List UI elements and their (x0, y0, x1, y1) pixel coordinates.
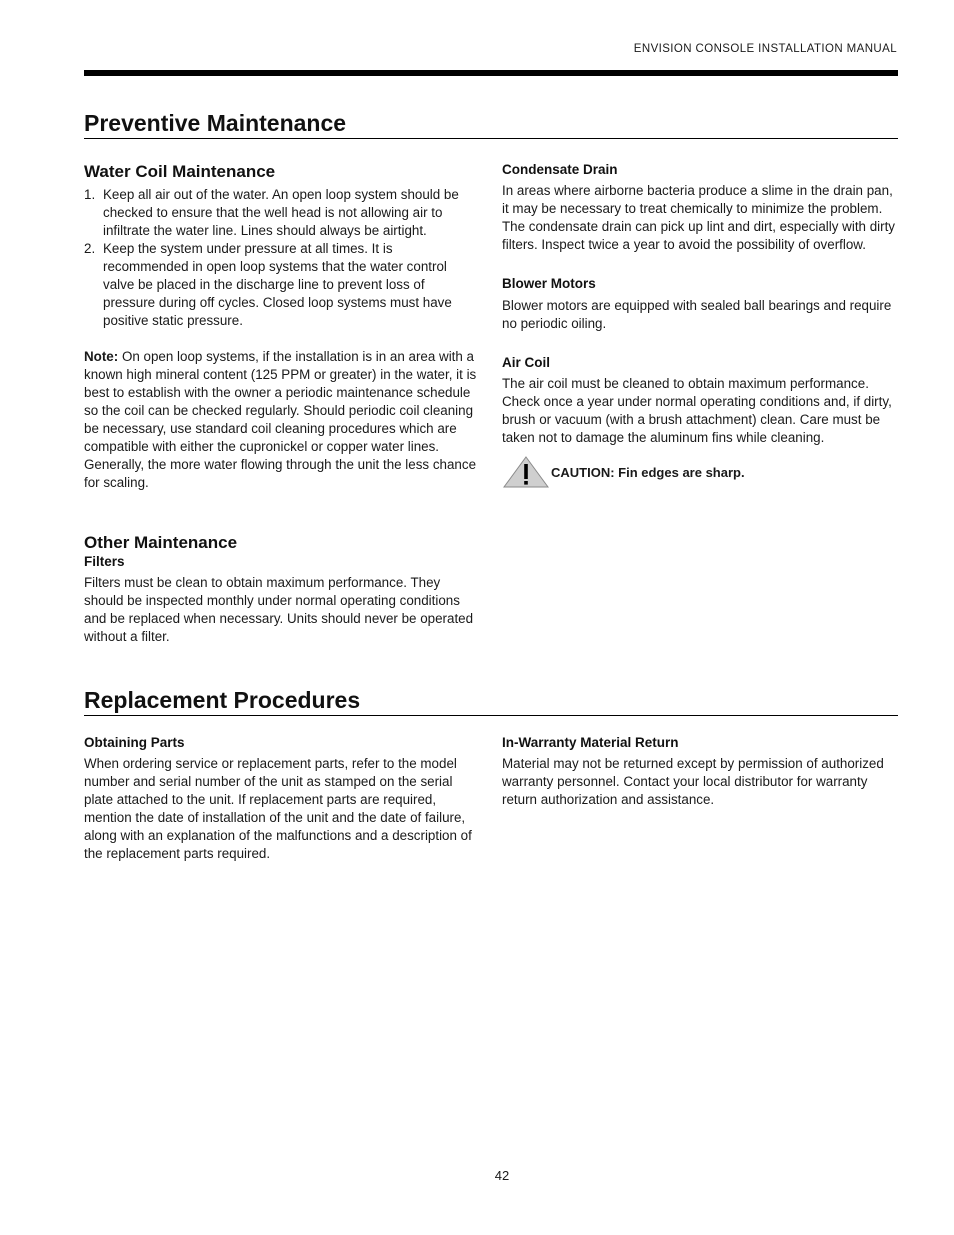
water-coil-section (84, 162, 480, 492)
caution-text: CAUTION: Fin edges are sharp. (551, 464, 745, 480)
condensate-heading: Condensate Drain (502, 162, 618, 177)
condensate-text: In areas where airborne bacteria produce a slime in the drain pan, it may be necessary to treat chemically to minimize the problem. The condensate drain can pick up lint and dirt, especially with dirty filters. Inspect twice a year to avoid the possibility of overflow. (502, 183, 896, 252)
condensate-section (502, 161, 898, 489)
air-coil-text: The air coil must be cleaned to obtain maximum performance. Check once a year under normal operating conditions and, if dirty, brush or vacuum (with a brush attachment) clean. Care must be taken not to damage the aluminum fins while cleaning. (502, 376, 892, 445)
water-coil-steps (84, 186, 480, 330)
other-maintenance-section (84, 533, 480, 646)
section-title-preventive: Preventive Maintenance (84, 109, 898, 139)
note-text: On open loop systems, if the installation is in an area with a known high mineral content (125 PPM or greater) in the water, it is best to establish with the owner a periodic maintenance schedule so the coil can be checked regularly. Should periodic coil cleaning be necessary, use standard coil cleaning procedures which are compatible with either the cupronickel or copper water lines. Generally, the more water flowing through the unit the less chance for scaling. (84, 349, 477, 490)
water-coil-note (84, 348, 480, 492)
filters-text: Filters must be clean to obtain maximum performance. They should be inspected monthly under normal operating conditions and be replaced when necessary. Units should never be operated without a filter. (84, 575, 474, 644)
section-title-replacement: Replacement Procedures (84, 686, 898, 716)
other-maintenance-heading: Other Maintenance (84, 533, 238, 552)
warranty-return-section (502, 734, 898, 809)
list-item-number: 1. (84, 187, 96, 202)
water-coil-heading: Water Coil Maintenance (84, 162, 276, 181)
blower-text: Blower motors are equipped with sealed ball bearings and require no periodic oiling. (502, 298, 892, 331)
warranty-return-heading: In-Warranty Material Return (502, 735, 679, 750)
list-item-number: 2. (84, 241, 96, 256)
obtaining-parts-heading: Obtaining Parts (84, 735, 185, 750)
caution-callout (502, 455, 898, 489)
list-item (84, 240, 480, 330)
filters-heading: Filters (84, 554, 125, 569)
warranty-return-text: Material may not be returned except by permission of authorized warranty personnel. Contact your local distributor for warranty return authorization and assistance. (502, 756, 884, 807)
warning-triangle-icon (502, 455, 550, 489)
obtaining-parts-section (84, 734, 480, 863)
page-number: 42 (494, 1168, 510, 1183)
note-label: Note: (84, 349, 119, 364)
air-coil-heading: Air Coil (502, 355, 551, 370)
list-item-text: Keep all air out of the water. An open loop system should be checked to ensure that the well head is not allowing air to infiltrate the water line. Lines should always be airtight. (103, 187, 459, 238)
obtaining-parts-text: When ordering service or replacement parts, refer to the model number and serial number of the unit as stamped on the serial plate attached to the unit. If replacement parts are required, mention the date of installation of the unit and the date of failure, along with an explanation of the malfunctions and a description of the replacement parts required. (84, 756, 472, 861)
list-item-text: Keep the system under pressure at all times. It is recommended in open loop systems that the water control valve be placed in the discharge line to prevent loss of pressure during off cycles. Closed loop systems must have positive static pressure. (103, 241, 452, 328)
list-item (84, 186, 480, 240)
running-header: ENVISION CONSOLE INSTALLATION MANUAL (633, 43, 897, 55)
header-rule (84, 70, 898, 76)
blower-heading: Blower Motors (502, 276, 596, 291)
